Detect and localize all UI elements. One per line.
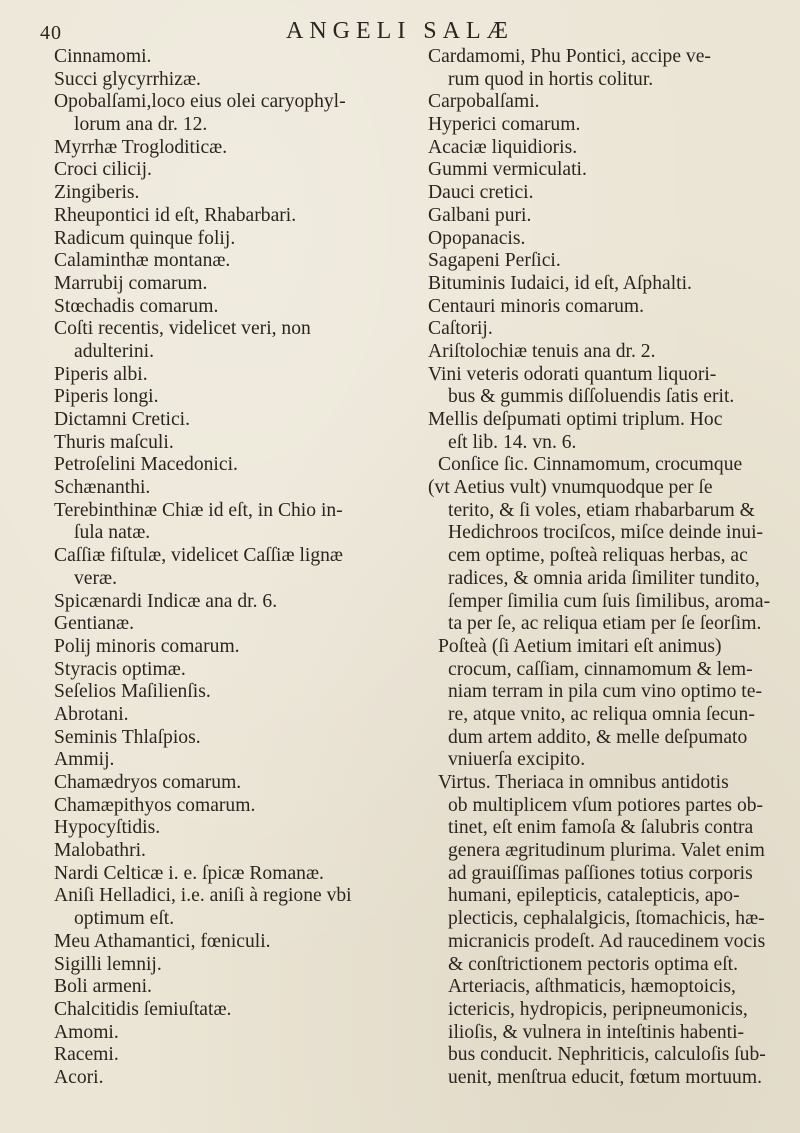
right-column-line: & conſtrictionem pectoris optima eſt. — [448, 953, 739, 975]
right-column-line: ſemper ſimilia cum ſuis ſimilibus, aroma- — [448, 590, 771, 612]
left-column-line: Thuris maſculi. — [54, 431, 174, 453]
left-column-line: Succi glycyrrhizæ. — [54, 68, 201, 90]
right-column-line: genera ægritudinum plurima. Valet enim — [448, 840, 765, 862]
right-column-line: ad grauiſſimas paſſiones totius corporis — [448, 862, 753, 884]
right-column-line: Carpobalſami. — [428, 91, 540, 113]
running-head: ANGELI SALÆ — [286, 18, 514, 44]
left-column-line: Calaminthæ montanæ. — [54, 250, 231, 272]
left-column-line: Seſelios Maſilienſis. — [54, 681, 211, 703]
left-column-line: Amomi. — [54, 1021, 119, 1043]
left-column-line: ſula natæ. — [74, 522, 151, 544]
left-column-line: Piperis albi. — [54, 363, 148, 385]
right-column-line: Sagapeni Perſici. — [428, 250, 561, 272]
right-column-line: (vt Aetius vult) vnumquodque per ſe — [428, 477, 713, 499]
left-column-line: Boli armeni. — [54, 976, 152, 998]
right-column-line: Gummi vermiculati. — [428, 159, 587, 181]
right-column-line: micranicis prodeſt. Ad raucedinem vocis — [448, 930, 766, 952]
right-column-line: re, atque vnito, ac reliqua omnia ſecun- — [448, 703, 755, 725]
right-column-line: niam terram in pila cum vino optimo te- — [448, 681, 762, 703]
right-column-line: Conſice ſic. Cinnamomum, crocumque — [438, 454, 743, 476]
left-column-line: Schænanthi. — [54, 477, 151, 499]
left-column-line: Polij minoris comarum. — [54, 635, 240, 657]
right-column-line: Hedichroos trociſcos, miſce deinde inui- — [448, 522, 764, 544]
left-column-line: Dictamni Cretici. — [54, 409, 191, 430]
right-column-line: tinet, eſt enim famoſa & ſalubris contra — [448, 817, 754, 839]
left-column-line: Zingiberis. — [54, 182, 140, 204]
right-column-line: rum quod in hortis colitur. — [448, 68, 654, 90]
left-column-line: Chalcitidis ſemiuſtatæ. — [54, 998, 232, 1020]
right-column-line: Bituminis Iudaici, id eſt, Aſphalti. — [428, 272, 692, 294]
left-column-line: Acori. — [54, 1066, 104, 1088]
page-number: 40 — [40, 22, 62, 44]
right-column-line: Centauri minoris comarum. — [428, 295, 645, 317]
left-column-line: veræ. — [74, 567, 117, 589]
right-column-line: Hyperici comarum. — [428, 114, 581, 136]
left-column-line: Hypocyſtidis. — [54, 817, 161, 839]
right-column-line: plecticis, cephalalgicis, ſtomachicis, hæ- — [448, 908, 765, 930]
left-column-line: Meu Athamantici, fœniculi. — [54, 930, 271, 952]
right-column-line: Cardamomi, Phu Pontici, accipe ve- — [428, 46, 711, 67]
right-column-line: uenit, menſtrua educit, fœtum mortuum. — [448, 1066, 762, 1088]
left-column-line: Abrotani. — [54, 703, 129, 725]
left-column-line: Gentianæ. — [54, 613, 134, 635]
left-column-line: Radicum quinque folij. — [54, 227, 236, 249]
left-column-line: Chamædryos comarum. — [54, 772, 242, 793]
left-column-line: Chamæpithyos comarum. — [54, 794, 256, 816]
left-column-line: Coſti recentis, videlicet veri, non — [54, 318, 311, 340]
right-column-line: vniuerſa excipito. — [448, 749, 586, 771]
left-column-line: Styracis optimæ. — [54, 658, 186, 680]
right-column-line: Ariſtolochiæ tenuis ana dr. 2. — [428, 340, 656, 362]
right-column-line: Arteriacis, aſthmaticis, hæmoptoicis, — [448, 976, 736, 998]
right-column-line: Dauci cretici. — [428, 182, 534, 204]
right-column-line: cem optime, poſteà reliquas herbas, ac — [448, 545, 748, 567]
right-column-line: ictericis, hydropicis, peripneumonicis, — [448, 998, 748, 1020]
left-column-line: Racemi. — [54, 1044, 119, 1066]
left-column-line: Ammij. — [54, 749, 115, 771]
right-column-line: Opopanacis. — [428, 227, 526, 249]
right-column-line: humani, epilepticis, catalepticis, apo- — [448, 885, 740, 907]
left-column-line: Croci cilicij. — [54, 159, 152, 181]
left-column-line: optimum eſt. — [74, 908, 175, 930]
right-column-line: Caſtorij. — [428, 318, 493, 340]
left-column-line: adulterini. — [74, 340, 154, 362]
left-column-line: Petroſelini Macedonici. — [54, 454, 238, 476]
left-column-line: Rheupontici id eſt, Rhabarbari. — [54, 204, 297, 226]
left-column — [54, 46, 414, 1090]
left-column-line: Stœchadis comarum. — [54, 295, 219, 317]
right-column-line: Galbani puri. — [428, 204, 532, 226]
right-column-line: ob multiplicem vſum potiores partes ob- — [448, 794, 764, 816]
right-column-line: ta per ſe, ac reliqua etiam per ſe ſeorſim. — [448, 613, 762, 635]
left-column-line: Malobathri. — [54, 840, 146, 862]
right-column-line: Poſteà (ſi Aetium imitari eſt animus) — [438, 635, 722, 657]
left-column-line: Cinnamomi. — [54, 46, 152, 67]
left-column-line: Caſſiæ fiſtulæ, videlicet Caſſiæ lignæ — [54, 545, 343, 567]
right-column-line: Virtus. Theriaca in omnibus antidotis — [438, 772, 729, 793]
left-column-line: lorum ana dr. 12. — [74, 114, 208, 136]
right-column-line: crocum, caſſiam, cinnamomum & lem- — [448, 658, 753, 680]
right-column-line: eſt lib. 14. vn. 6. — [448, 431, 577, 453]
right-column-line: radices, & omnia arida ſimiliter tundito, — [448, 567, 760, 589]
left-column-line: Nardi Celticæ i. e. ſpicæ Romanæ. — [54, 862, 324, 884]
right-column-line: dum artem addito, & melle deſpumato — [448, 726, 748, 748]
right-column-line: bus & gummis diſſoluendis ſatis erit. — [448, 386, 735, 408]
left-column-line: Aniſi Helladici, i.e. aniſi à regione vbi — [54, 885, 352, 907]
left-column-line: Marrubij comarum. — [54, 272, 208, 294]
left-column-line: Terebinthinæ Chiæ id eſt, in Chio in- — [54, 499, 343, 521]
right-column-line: terito, & ſi voles, etiam rhabarbarum & — [448, 499, 755, 521]
right-column-line: iliοſis, & vulnera in inteſtinis habenti- — [448, 1021, 745, 1043]
left-column-line: Sigilli lemnij. — [54, 953, 162, 975]
right-column-line: bus conducit. Nephriticis, calculoſis ſub- — [448, 1044, 766, 1066]
left-column-line: Spicænardi Indicæ ana dr. 6. — [54, 590, 278, 612]
left-column-line: Opobalſami,loco eius olei caryophyl- — [54, 91, 346, 113]
right-column — [428, 46, 776, 1090]
left-column-line: Piperis longi. — [54, 386, 159, 408]
right-column-line: Mellis deſpumati optimi triplum. Hoc — [428, 409, 723, 430]
right-column-line: Vini veteris odorati quantum liquori- — [428, 363, 717, 385]
left-column-line: Myrrhæ Trogloditicæ. — [54, 136, 228, 158]
left-column-line: Seminis Thlaſpios. — [54, 726, 201, 748]
right-column-line: Acaciæ liquidioris. — [428, 136, 578, 158]
